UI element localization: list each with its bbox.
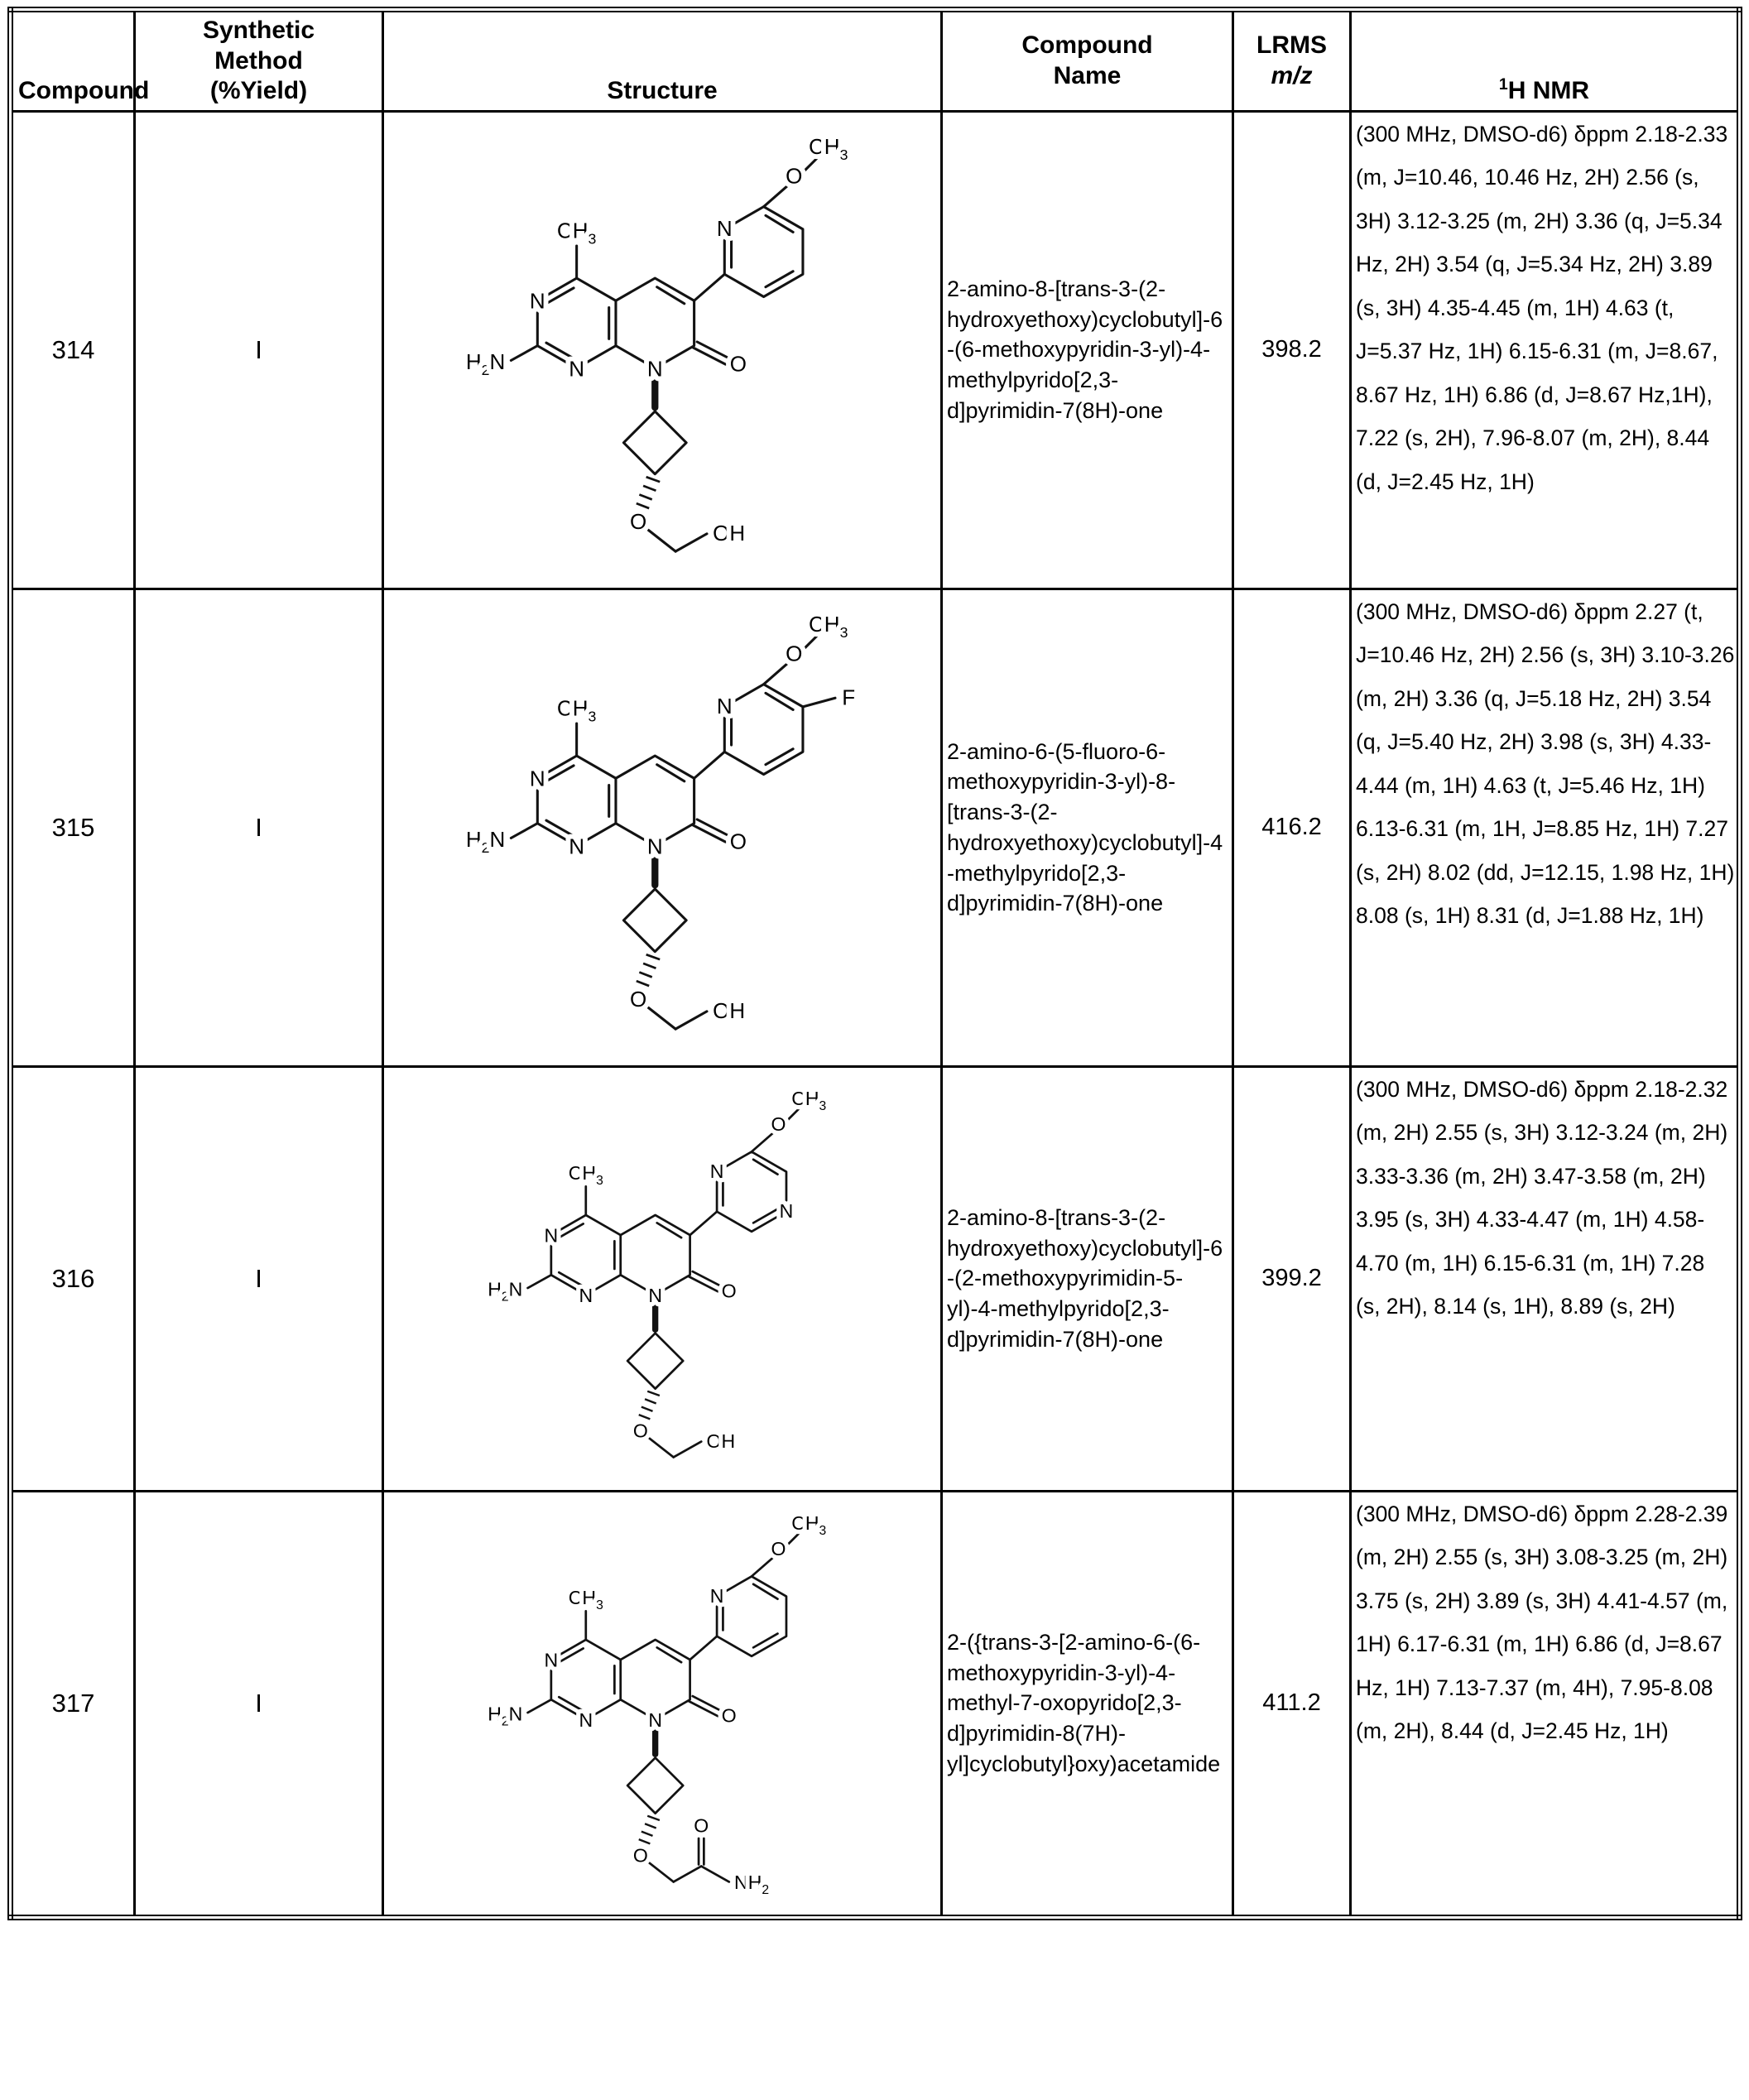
- column-header-compound-name: Compound Name: [942, 10, 1233, 112]
- atom-pendant-nitrogen-2: N: [780, 1199, 794, 1222]
- structure-drawing-316: [464, 1073, 859, 1485]
- nmr-data: (300 MHz, DMSO-d6) δppm 2.27 (t, J=10.46 Hz, 2H) 2.56 (s, 3H) 3.10-3.26 (m, 2H) 3.36 (q, J=5.18 Hz, 2H) 3.54 (q, J=5.40 Hz, 2H) 3.98 (s, 3H) 4.33-4.44 (m, 1H) 4.63 (t, J=5.46 Hz, 1H) 6.13-6.31 (m, 1H, J=8.85 Hz, 1H) 7.27 (s, 2H) 8.02 (dd, J=12.15, 1.98 Hz, 1H) 8.08 (s, 1H) 8.31 (d, J=1.88 Hz, 1H): [1351, 589, 1740, 1066]
- nmr-data: (300 MHz, DMSO-d6) δppm 2.18-2.33 (m, J=10.46, 10.46 Hz, 2H) 2.56 (s, 3H) 3.12-3.25 (m, 2H) 3.36 (q, J=5.34 Hz, 2H) 3.54 (q, J=5.34 Hz, 2H) 3.89 (s, 3H) 4.35-4.45 (m, 1H) 4.63 (t, J=5.37 Hz, 1H) 6.15-6.31 (m, J=8.67, 8.67 Hz, 1H) 6.86 (d, J=8.67 Hz,1H), 7.22 (s, 2H), 7.96-8.07 (m, 2H), 8.44 (d, J=2.45 Hz, 1H): [1351, 111, 1740, 589]
- structure-drawing-315: [440, 595, 885, 1060]
- nmr-label: H NMR: [1507, 77, 1590, 105]
- synthetic-method: I: [135, 1066, 383, 1491]
- structure-cell: [383, 589, 942, 1066]
- compound-number: 317: [11, 1491, 135, 1917]
- lrms-value: 411.2: [1233, 1491, 1351, 1917]
- atom-hydroxyl: OH: [712, 997, 745, 1023]
- compound-name: 2-amino-8-[trans-3-(2-hydroxyethoxy)cyclobutyl]-6-(6-methoxypyridin-3-yl)-4-methylpyrido[2,3-d]pyrimidin-7(8H)-one: [942, 111, 1233, 589]
- structure-drawing-317: [464, 1497, 859, 1910]
- compound-number: 315: [11, 589, 135, 1066]
- compound-name: 2-({trans-3-[2-amino-6-(6-methoxypyridin-3-yl)-4-methyl-7-oxopyrido[2,3-d]pyrimidin-8(7H)-yl]cyclobutyl}oxy)acetamide: [942, 1491, 1233, 1917]
- synthetic-method: I: [135, 589, 383, 1066]
- table-row-compound-317: [11, 1491, 1740, 1917]
- column-header-lrms: [1233, 10, 1351, 112]
- column-header-synthetic-method: Synthetic Method (%Yield): [135, 10, 383, 112]
- structure-drawing-314: [440, 118, 885, 583]
- compound-name: 2-amino-8-[trans-3-(2-hydroxyethoxy)cyclobutyl]-6-(2-methoxypyrimidin-5-yl)-4-methylpyrido[2,3-d]pyrimidin-7(8H)-one: [942, 1066, 1233, 1491]
- mz-label: m/z: [1271, 61, 1313, 89]
- column-header-compound: Compound: [11, 10, 135, 112]
- atom-fluorine: F: [842, 685, 856, 710]
- compound-name: 2-amino-6-(5-fluoro-6-methoxypyridin-3-yl)-8-[trans-3-(2-hydroxyethoxy)cyclobutyl]-4-methylpyrido[2,3-d]pyrimidin-7(8H)-one: [942, 589, 1233, 1066]
- synthetic-method: I: [135, 1491, 383, 1917]
- atom-hydroxyl: OH: [712, 520, 745, 545]
- synthetic-method: I: [135, 111, 383, 589]
- atom-amide-nh2: $NH_2$: [734, 1871, 770, 1897]
- header-row: [11, 10, 1740, 112]
- column-header-structure: Structure: [383, 10, 942, 112]
- structure-cell: [383, 1491, 942, 1917]
- nmr-superscript: 1: [1498, 75, 1508, 94]
- compound-table: [7, 7, 1742, 1920]
- compound-number: 314: [11, 111, 135, 589]
- compound-number: 316: [11, 1066, 135, 1491]
- structure-cell: [383, 1066, 942, 1491]
- table-row-compound-315: [11, 589, 1740, 1066]
- atom-hydroxyl: OH: [706, 1430, 736, 1452]
- structure-cell: [383, 111, 942, 589]
- atom-amide-oxygen: O: [694, 1814, 709, 1837]
- lrms-value: 398.2: [1233, 111, 1351, 589]
- table-row-compound-316: [11, 1066, 1740, 1491]
- lrms-label: LRMS: [1256, 31, 1327, 60]
- nmr-data: (300 MHz, DMSO-d6) δppm 2.18-2.32 (m, 2H) 2.55 (s, 3H) 3.12-3.24 (m, 2H) 3.33-3.36 (m, 2H) 3.47-3.58 (m, 2H) 3.95 (s, 3H) 4.33-4.47 (m, 1H) 4.58-4.70 (m, 1H) 6.15-6.31 (m, 1H) 7.28 (s, 2H), 8.14 (s, 1H), 8.89 (s, 2H): [1351, 1066, 1740, 1491]
- lrms-value: 416.2: [1233, 589, 1351, 1066]
- table-row-compound-314: [11, 111, 1740, 589]
- nmr-data: (300 MHz, DMSO-d6) δppm 2.28-2.39 (m, 2H) 2.55 (s, 3H) 3.08-3.25 (m, 2H) 3.75 (s, 2H) 3.89 (s, 3H) 4.41-4.57 (m, 1H) 6.17-6.31 (m, 1H) 6.86 (d, J=8.67 Hz, 1H) 7.13-7.37 (m, 4H), 7.95-8.08 (m, 2H), 8.44 (d, J=2.45 Hz, 1H): [1351, 1491, 1740, 1917]
- column-header-nmr: [1351, 10, 1740, 112]
- lrms-value: 399.2: [1233, 1066, 1351, 1491]
